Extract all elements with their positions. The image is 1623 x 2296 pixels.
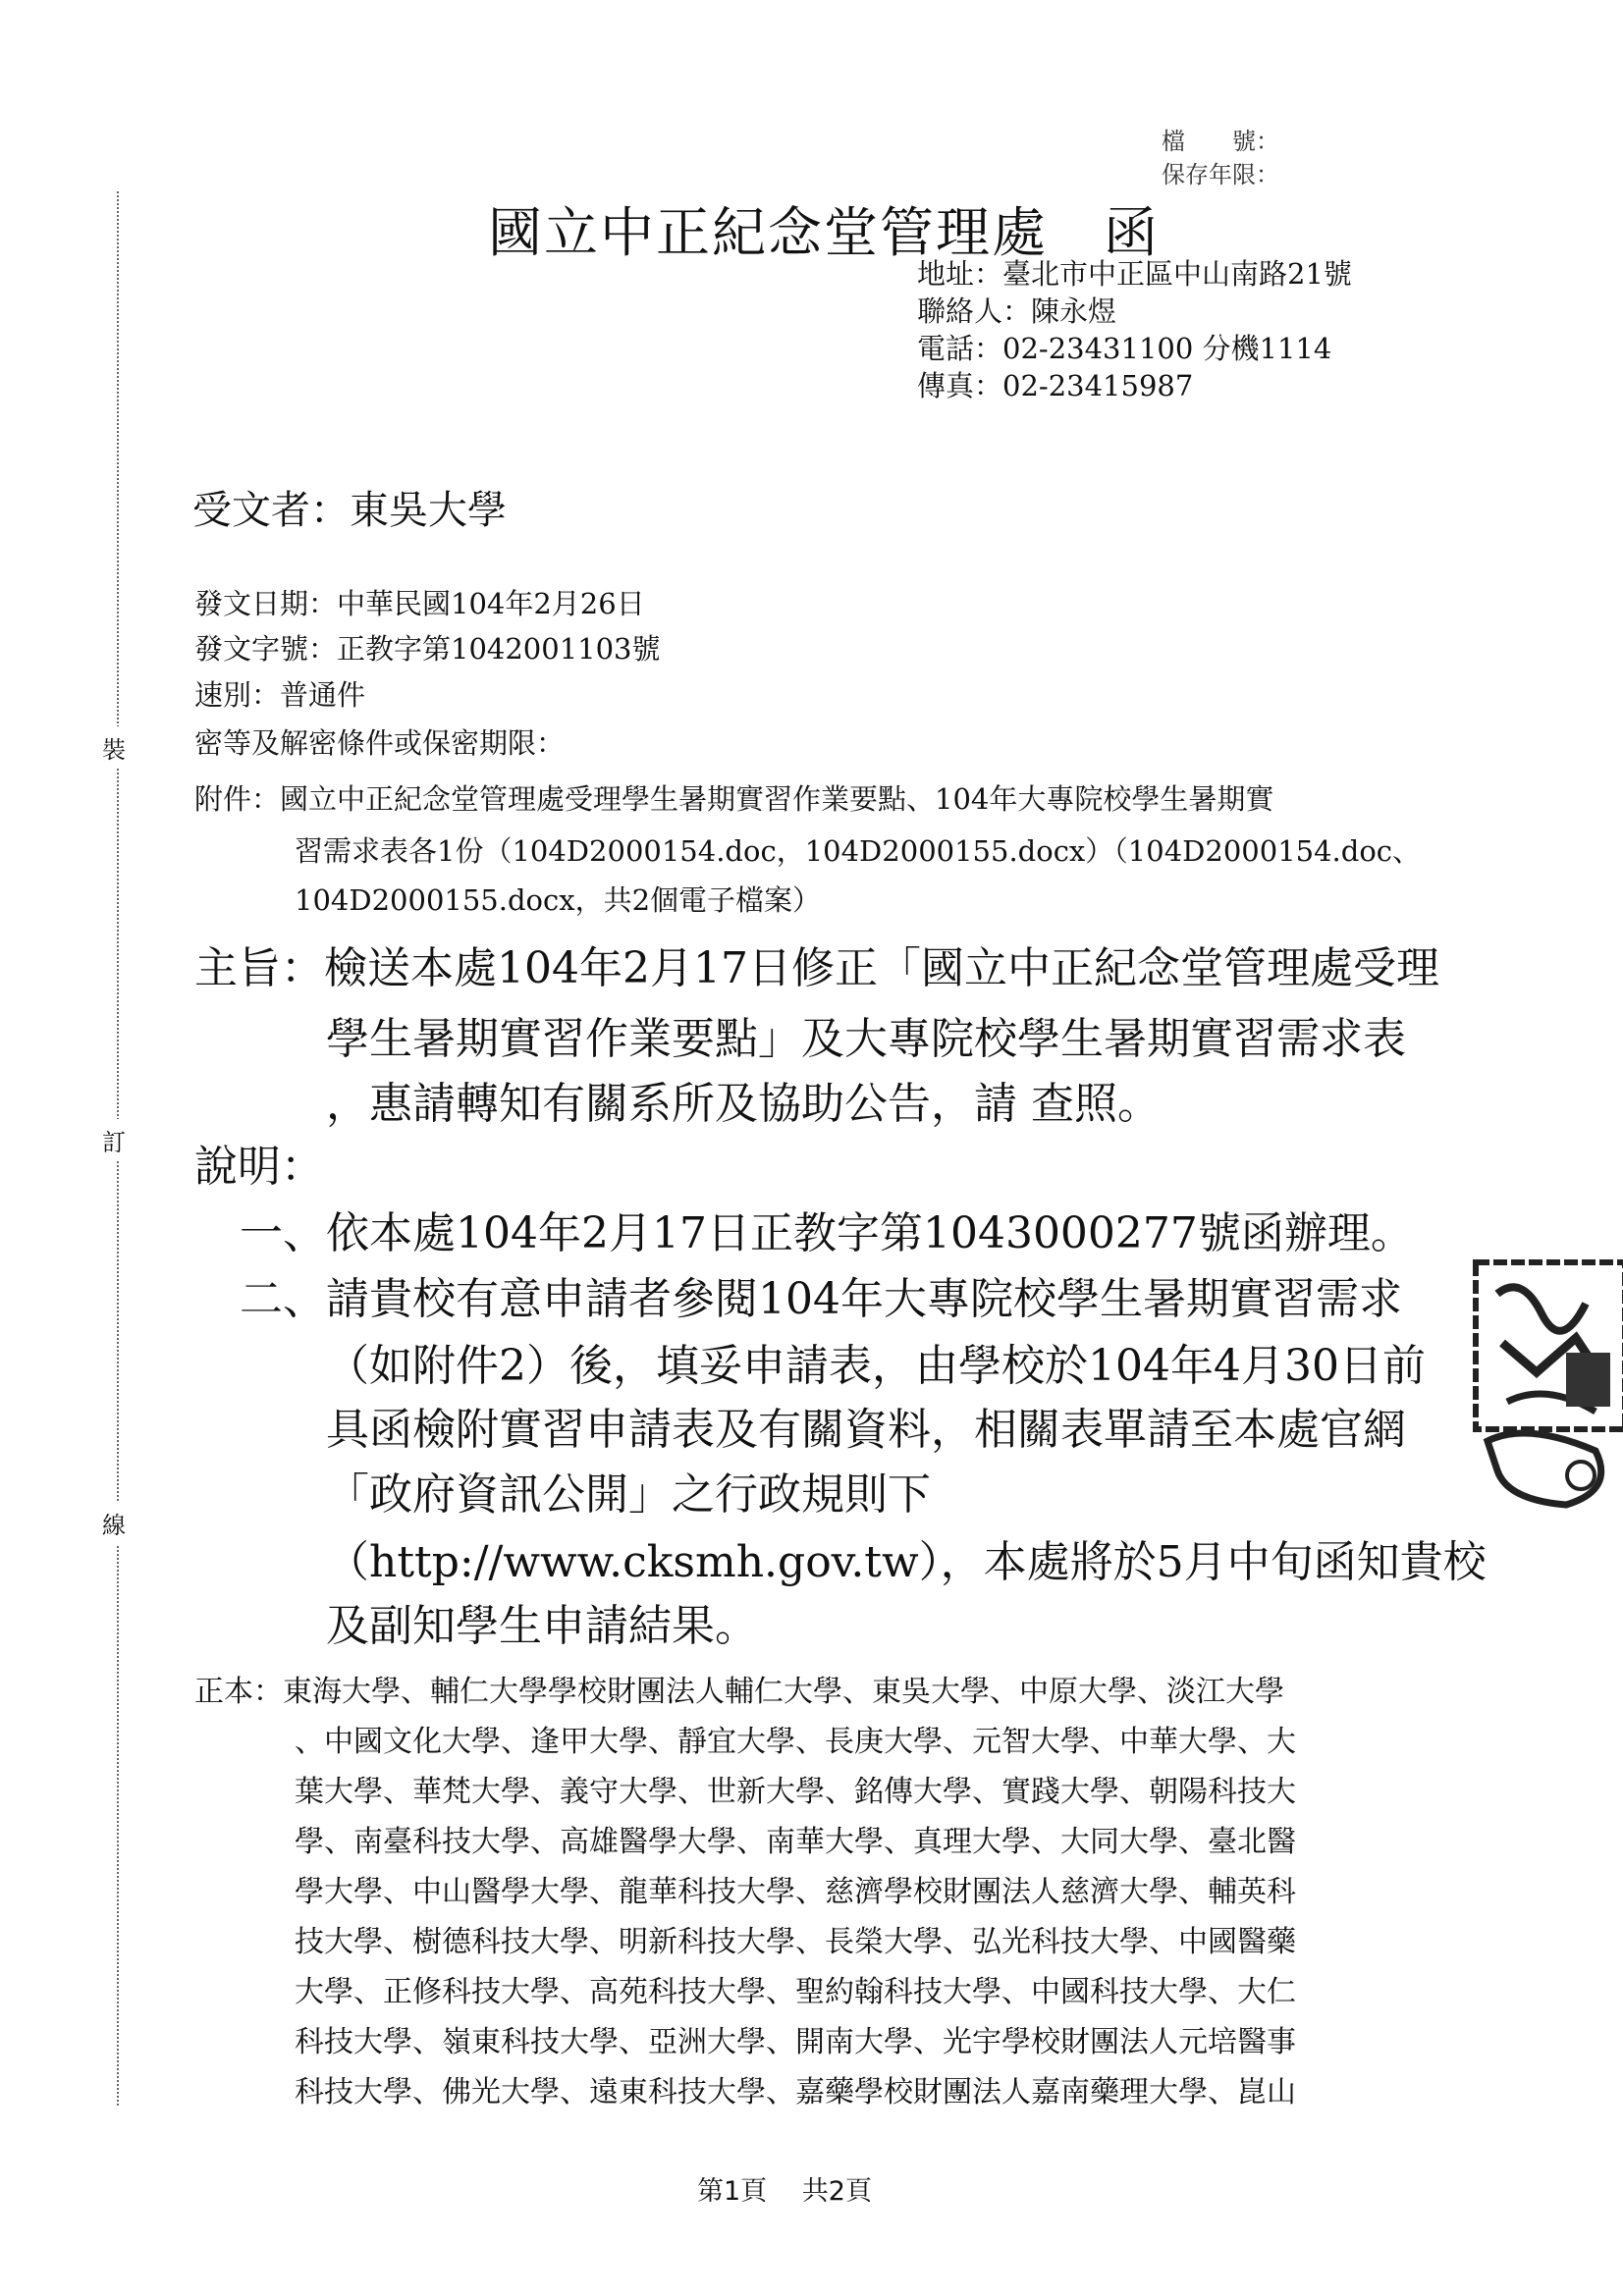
retention-period-label: 保存年限： <box>1162 161 1279 188</box>
fax-line: 傳真：02-23415987 <box>917 369 1194 402</box>
delivery-speed-line: 速別：普通件 <box>194 678 366 712</box>
copies-line-7: 大學、正修科技大學、高苑科技大學、聖約翰科技大學、中國科技大學、大仁 <box>295 1975 1296 2009</box>
address-line: 地址：臺北市中正區中山南路21號 <box>917 257 1352 291</box>
copies-line-9: 科技大學、佛光大學、遠東科技大學、嘉藥學校財團法人嘉南藥理大學、崑山 <box>295 2075 1296 2109</box>
attachment-line-3: 104D2000155.docx，共2個電子檔案） <box>295 883 822 917</box>
copies-line-1: 正本：東海大學、輔仁大學學校財團法人輔仁大學、東吳大學、中原大學、淡江大學 <box>194 1675 1284 1709</box>
explanation-item-1: 一、依本處104年2月17日正教字第1043000277號函辦理。 <box>240 1208 1414 1258</box>
document-title: 國立中正紀念堂管理處 函 <box>488 201 1161 264</box>
binding-mark-xian: 線 <box>102 1502 126 1544</box>
subject-line-1: 主旨：檢送本處104年2月17日修正「國立中正紀念堂管理處受理 <box>194 943 1439 993</box>
subject-line-3: ，惠請轉知有關系所及協助公告，請 查照。 <box>326 1079 1161 1129</box>
explanation-item-2-line-6: 及副知學生申請結果。 <box>326 1601 758 1651</box>
contact-person-line: 聯絡人：陳永煜 <box>917 294 1117 328</box>
binding-mark-ding: 訂 <box>102 1119 126 1161</box>
binding-mark-zhuang: 裝 <box>102 726 126 769</box>
explanation-item-2-line-5: （http://www.cksmh.gov.tw），本處將於5月中旬函知貴校 <box>326 1537 1487 1587</box>
explanation-item-2-line-2: （如附件2）後，填妥申請表，由學校於104年4月30日前 <box>326 1341 1426 1391</box>
subject-line-2: 學生暑期實習作業要點」及大專院校學生暑期實習需求表 <box>326 1014 1406 1064</box>
explanation-item-2-line-1: 二、請貴校有意申請者參閱104年大專院校學生暑期實習需求 <box>240 1274 1402 1324</box>
copies-line-6: 技大學、樹德科技大學、明新科技大學、長榮大學、弘光科技大學、中國醫藥 <box>295 1925 1296 1959</box>
recipient-line: 受文者：東吳大學 <box>192 488 507 533</box>
copies-line-2: 、中國文化大學、逢甲大學、靜宜大學、長庚大學、元智大學、中華大學、大 <box>295 1725 1296 1759</box>
explanation-item-2-line-4: 「政府資訊公開」之行政規則下 <box>326 1469 931 1520</box>
explanation-heading: 說明： <box>194 1142 324 1192</box>
attachment-line-2: 習需求表各1份（104D2000154.doc，104D2000155.docx）（104D2000154.doc、 <box>295 834 1422 868</box>
secrecy-line: 密等及解密條件或保密期限： <box>194 726 566 760</box>
phone-line: 電話：02-23431100 分機1114 <box>917 332 1332 365</box>
attachment-line-1: 附件：國立中正紀念堂管理處受理學生暑期實習作業要點、104年大專院校學生暑期實 <box>194 782 1274 816</box>
copies-line-4: 學、南臺科技大學、高雄醫學大學、南華大學、真理大學、大同大學、臺北醫 <box>295 1825 1296 1859</box>
file-number-label: 檔 號： <box>1162 128 1279 155</box>
copies-line-5: 學大學、中山醫學大學、龍華科技大學、慈濟學校財團法人慈濟大學、輔英科 <box>295 1875 1296 1909</box>
copies-line-8: 科技大學、嶺東科技大學、亞洲大學、開南大學、光宇學校財團法人元培醫事 <box>295 2025 1296 2059</box>
explanation-item-2-line-3: 具函檢附實習申請表及有關資料，相關表單請至本處官網 <box>326 1405 1406 1455</box>
issue-date-line: 發文日期：中華民國104年2月26日 <box>194 587 645 620</box>
copies-line-3: 葉大學、華梵大學、義守大學、世新大學、銘傳大學、實踐大學、朝陽科技大 <box>295 1775 1296 1809</box>
official-seal-stamp <box>1468 1255 1623 1510</box>
document-number-line: 發文字號：正教字第1042001103號 <box>194 632 661 666</box>
page-number-footer: 第1頁 共2頁 <box>697 2176 872 2207</box>
